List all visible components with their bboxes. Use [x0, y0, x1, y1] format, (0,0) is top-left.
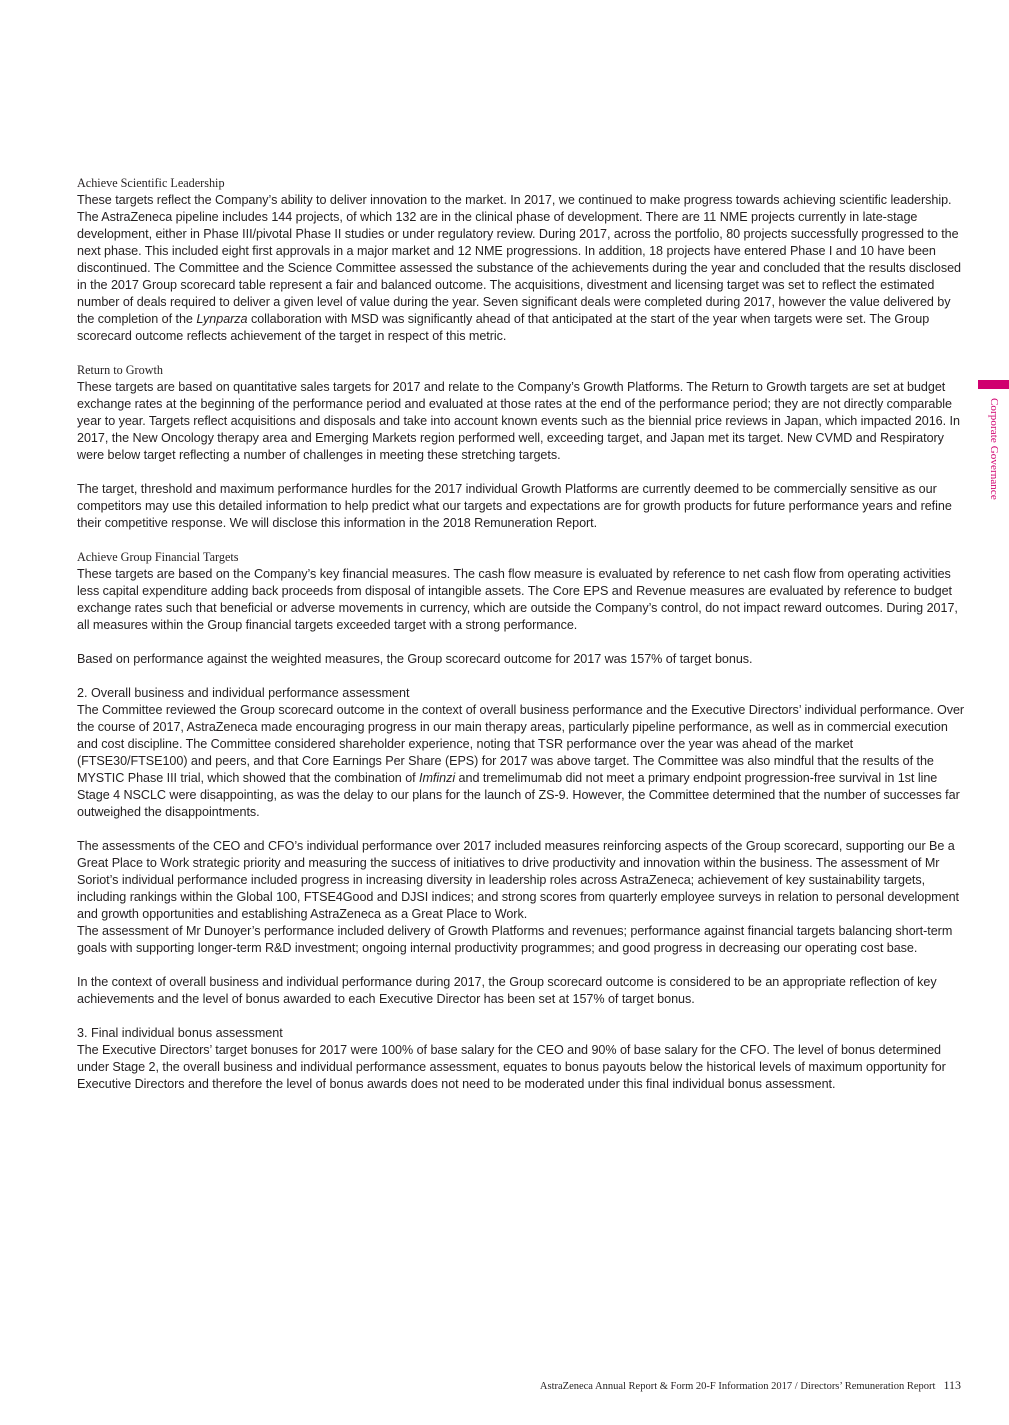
section-heading: Achieve Group Financial Targets — [77, 550, 239, 564]
section-financial-targets — [77, 549, 965, 668]
section-return-to-growth — [77, 362, 965, 532]
section-heading: 2. Overall business and individual performance assessment — [77, 686, 410, 700]
footer-text: AstraZeneca Annual Report & Form 20-F Information 2017 / Directors’ Remuneration Report — [539, 1381, 936, 1392]
body-paragraph: These targets are based on the Company’s key financial measures. The cash flow measure is evaluated by reference to net cash flow from operating activities less capital expenditure adding back proceeds from disposal of intangible assets. The Core EPS and Revenue measures are evaluated by reference to budget exchange rates such that beneficial or adverse movements in currency, which are outside the Company’s control, do not impact reward outcomes. During 2017, all measures within the Group financial targets exceeded target with a strong performance. — [77, 567, 958, 632]
body-paragraph: The Executive Directors’ target bonuses for 2017 were 100% of base salary for the CEO and 90% of base salary for the CFO. The level of bonus determined under Stage 2, the overall business and individual performance assessment, equates to bonus payouts below the historical levels of maximum opportunity for Executive Directors and therefore the level of bonus awards does not need to be moderated under this final individual bonus assessment. — [77, 1043, 946, 1091]
section-final-bonus-assessment — [77, 1025, 965, 1093]
body-paragraph: In the context of overall business and individual performance during 2017, the Group scorecard outcome is considered to be an appropriate reflection of key achievements and the level of bonus awarded to each Executive Director has been set at 157% of target bonus. — [77, 975, 937, 1006]
section-scientific-leadership — [77, 175, 965, 345]
section-tab-marker — [978, 380, 1009, 389]
body-paragraph: These targets are based on quantitative sales targets for 2017 and relate to the Company’s Growth Platforms. The Return to Growth targets are set at budget exchange rates at the beginning of the performance period and evaluated at those rates at the end of the performance period; they are not directly comparable year to year. Targets reflect acquisitions and disposals and take into account known events such as the biennial price reviews in Japan, which impacted 2016. In 2017, the New Oncology therapy area and Emerging Markets region performed well, exceeding target, and Japan met its target. New CVMD and Respiratory were below target reflecting a number of challenges in meeting these stretching targets. — [77, 380, 960, 462]
paragraph-text: and tremelimumab did not meet a primary endpoint progression-free survival in 1st line Stage 4 NSCLC were disappointing, as was the delay to our plans for the launch of ZS-9. However, the Committee determined that the number of successes far outweighed the disappointments. — [77, 771, 960, 819]
product-name: Lynparza — [196, 312, 248, 326]
section-overall-assessment — [77, 685, 965, 1008]
paragraph-text: The Committee reviewed the Group scorecard outcome in the context of overall business performance and the Executive Directors’ individual performance. Over the course of 2017, AstraZeneca made encouraging progress in our main therapy areas, particularly pipeline performance, as well as in commercial execution and cost discipline. The Committee considered shareholder experience, noting that TSR performance over the year was ahead of the market (FTSE30/FTSE100) and peers, and that Core Earnings Per Share (EPS) for 2017 was above target. The Committee was also mindful that the results of the MYSTIC Phase III trial, which showed that the combination of — [77, 703, 965, 785]
body-paragraph — [77, 702, 965, 821]
section-side-label: Corporate Governance — [988, 398, 1000, 500]
page-footer — [540, 1378, 961, 1393]
body-paragraph: Based on performance against the weighted measures, the Group scorecard outcome for 2017 was 157% of target bonus. — [77, 652, 753, 666]
section-heading: Return to Growth — [77, 363, 163, 377]
body-paragraph: The target, threshold and maximum performance hurdles for the 2017 individual Growth Platforms are currently deemed to be commercially sensitive as our competitors may use this detailed information to help predict what our targets and expectations are for growth products for future performance years and refine their competitive response. We will disclose this information in the 2018 Remuneration Report. — [77, 482, 952, 530]
paragraph-text: These targets reflect the Company’s ability to deliver innovation to the market. In 2017, we continued to make progress towards achieving scientific leadership. The AstraZeneca pipeline includes 144 projects, of which 132 are in the clinical phase of development. There are 11 NME projects currently in late-stage development, either in Phase III/pivotal Phase II studies or under regulatory review. During 2017, across the portfolio, 80 projects successfully progressed to the next phase. This included eight first approvals in a major market and 12 NME progressions. In addition, 18 projects have entered Phase I and 10 have been discontinued. The Committee and the Science Committee assessed the substance of the achievements during the year and concluded that the results disclosed in the 2017 Group scorecard table represent a fair and balanced outcome. The acquisitions, divestment and licensing target was set to reflect the estimated number of deals required to deliver a given level of value during the year. Seven significant deals were completed during 2017, however the value delivered by the completion of the — [77, 193, 961, 326]
section-heading: Achieve Scientific Leadership — [77, 176, 225, 190]
body-paragraph: The assessment of Mr Dunoyer’s performance included delivery of Growth Platforms and revenues; performance against financial targets balancing short-term goals with supporting longer-term R&D investment; ongoing internal productivity programmes; and good progress in decreasing our operating cost base. — [77, 924, 953, 955]
paragraph-text: collaboration with MSD was significantly ahead of that anticipated at the start of the year when targets were set. The Group scorecard outcome reflects achievement of the target in respect of this metric. — [77, 312, 930, 343]
section-heading: 3. Final individual bonus assessment — [77, 1026, 283, 1040]
product-name: Imfinzi — [419, 771, 456, 785]
page-number: 113 — [943, 1378, 961, 1392]
body-paragraph: The assessments of the CEO and CFO’s individual performance over 2017 included measures reinforcing aspects of the Group scorecard, supporting our Be a Great Place to Work strategic priority and measuring the success of initiatives to drive productivity and innovation within the business. The assessment of Mr Soriot’s individual performance included progress in increasing diversity in leadership roles across AstraZeneca; achievement of key sustainability targets, including rankings within the Global 100, FTSE4Good and DJSI indices; and strong scores from quarterly employee surveys in relation to personal development and growth opportunities and establishing AstraZeneca as a Great Place to Work. — [77, 839, 959, 921]
report-body — [77, 175, 965, 1110]
body-paragraph — [77, 192, 965, 345]
